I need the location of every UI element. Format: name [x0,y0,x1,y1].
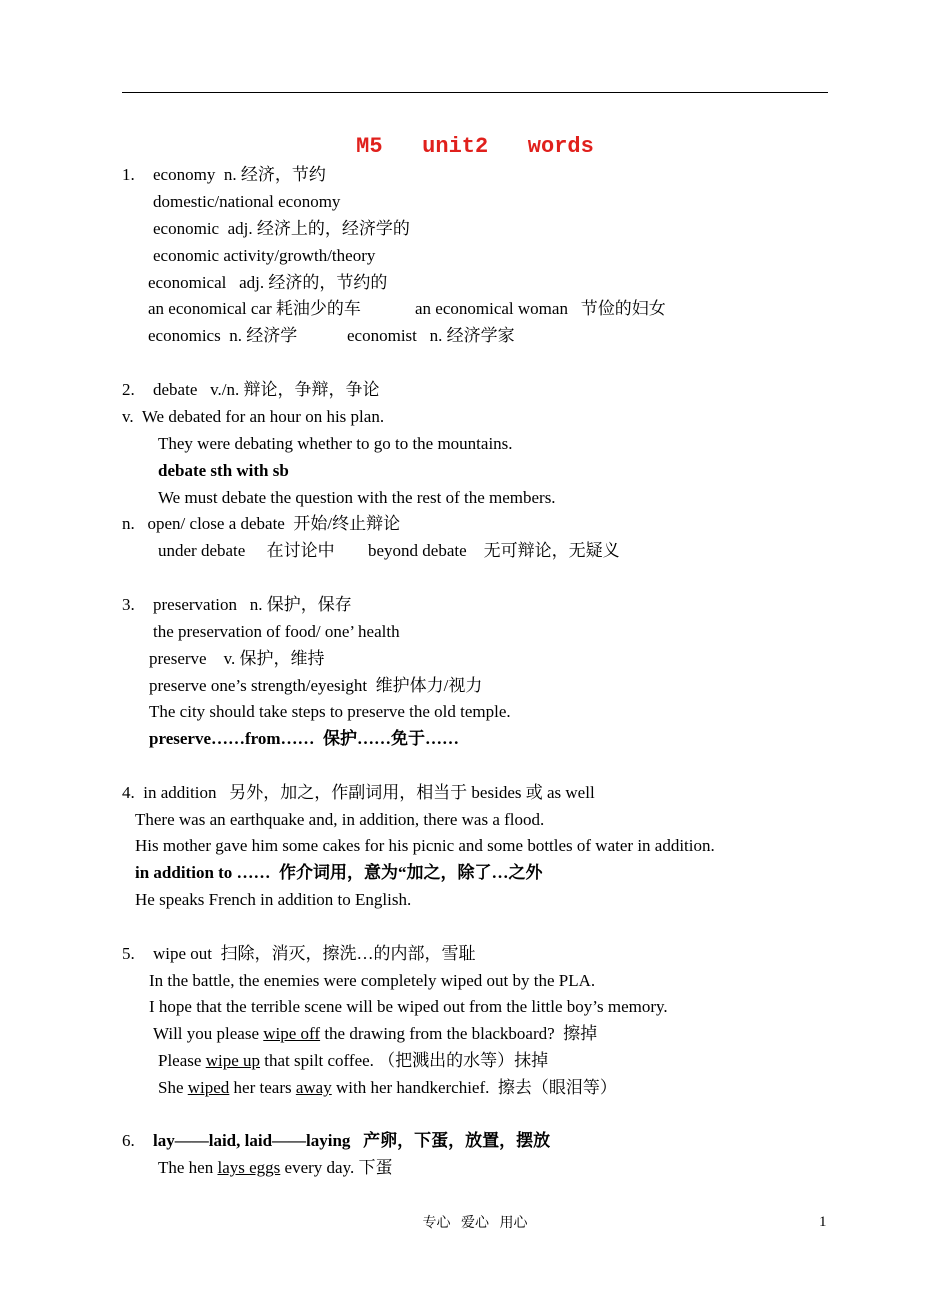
example-line: I hope that the terrible scene will be wiped out from the little boy’s memory. [149,997,668,1016]
text-run: Will you please [153,1024,264,1043]
example-line: They were debating whether to go to the mountains. [158,434,513,453]
example-line: n. open/ close a debate 开始/终止辩论 [122,514,401,533]
entry-economics: economics n. 经济学 [148,326,298,345]
example-line: We must debate the question with the rest of the members. [158,488,556,507]
text-run: with her handkerchief. 擦去（眼泪等） [331,1078,617,1097]
entry-economy: economy n. 经济，节约 [153,165,326,184]
example-line: In the battle, the enemies were completely wiped out by the PLA. [149,971,596,990]
entry-wipe-out: wipe out 扫除，消灭，擦洗…的内部，雪耻 [153,944,476,963]
text-run: that spilt coffee. （把溅出的水等）抹掉 [259,1051,549,1070]
item-number-1: 1. [122,165,135,184]
underlined-phrase: wipe off [263,1024,321,1043]
item-number-5: 5. [122,944,135,963]
example-line: the preservation of food/ one’ health [153,622,400,641]
example-line: preserve one’s strength/eyesight 维护体力/视力 [149,676,483,695]
example-line: under debate 在讨论中 [158,541,335,560]
example-line [158,1157,392,1179]
header-rule [122,92,828,93]
underlined-phrase: lays eggs [217,1158,281,1177]
underlined-phrase: wipe up [205,1051,260,1070]
item-number-3: 3. [122,595,135,614]
text-run: She [158,1078,188,1097]
text-run: her tears [229,1078,296,1097]
example-line: He speaks French in addition to English. [135,890,412,909]
example-line: beyond debate 无可辩论，无疑义 [368,541,620,560]
text-run: the drawing from the blackboard? 擦掉 [320,1024,598,1043]
phrase-heading: debate sth with sb [158,461,289,480]
entry-preserve: preserve v. 保护，维持 [149,649,325,668]
page-footer: 专心 爱心 用心 [422,1216,528,1231]
entry-in-addition: 4. in addition 另外，加之，作副词用，相当于 besides 或 as well [122,783,595,802]
example-line: The city should take steps to preserve the old temple. [149,702,511,721]
example-line [158,1077,617,1099]
underlined-phrase: wiped [187,1078,230,1097]
entry-economic: economic adj. 经济上的，经济学的 [153,219,410,238]
text-run: The hen [158,1158,218,1177]
page-number: 1 [819,1214,827,1230]
text-run: every day. 下蛋 [280,1158,393,1177]
example-line: His mother gave him some cakes for his picnic and some bottles of water in addition. [135,836,715,855]
example-line: economic activity/growth/theory [153,246,376,265]
entry-economist: economist n. 经济学家 [347,326,515,345]
example-line: v. We debated for an hour on his plan. [122,407,385,426]
document-title: M5 unit2 words [356,134,594,159]
example-line: domestic/national economy [153,192,341,211]
example-line: There was an earthquake and, in addition, there was a flood. [135,810,545,829]
item-number-6: 6. [122,1131,135,1150]
entry-lay: lay——laid, laid——laying 产卵，下蛋，放置，摆放 [153,1131,551,1150]
entry-debate: debate v./n. 辩论，争辩，争论 [153,380,380,399]
item-number-2: 2. [122,380,135,399]
example-line: an economical woman 节俭的妇女 [415,299,666,318]
entry-preservation: preservation n. 保护，保存 [153,595,352,614]
text-run: Please [158,1051,206,1070]
phrase-heading: preserve……from…… 保护……免于…… [149,729,460,748]
underlined-phrase: away [295,1078,332,1097]
entry-economical: economical adj. 经济的，节约的 [148,273,388,292]
example-line: an economical car 耗油少的车 [148,299,361,318]
phrase-heading: in addition to …… 作介词用，意为“加之，除了…之外 [135,863,543,882]
example-line [153,1023,597,1045]
example-line [158,1050,548,1072]
